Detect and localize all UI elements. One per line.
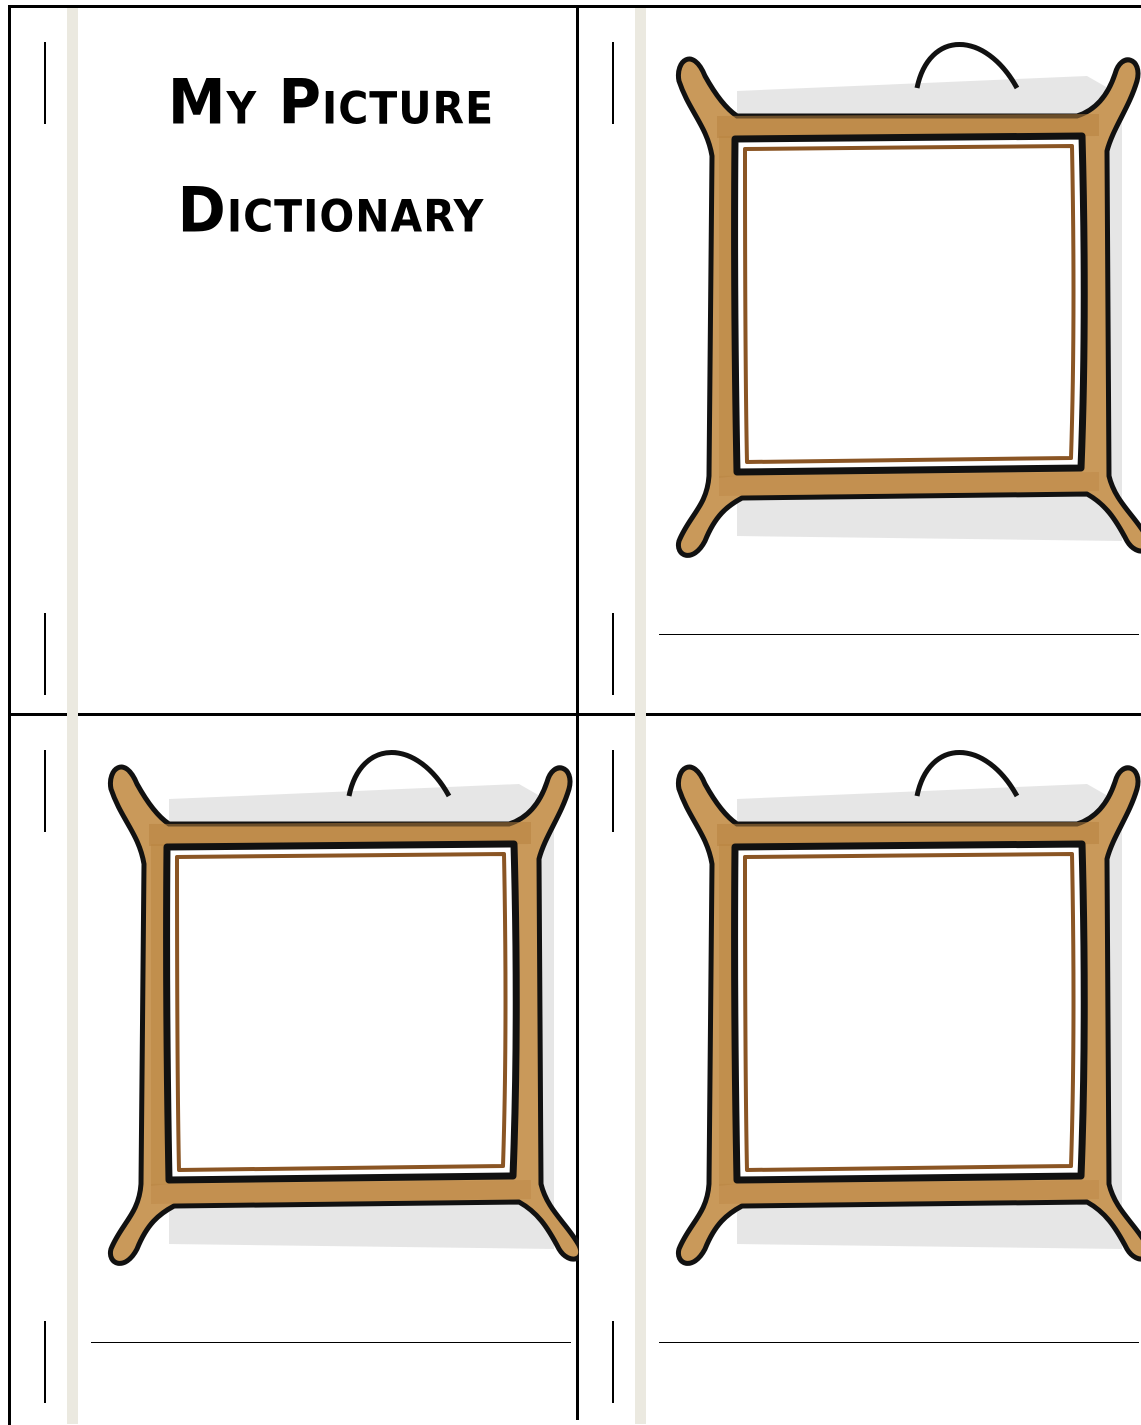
cover-panel <box>11 8 578 716</box>
cover-title <box>81 48 581 264</box>
staple-mark-top <box>44 42 46 124</box>
binding-strip <box>635 716 646 1424</box>
cover-title-line2: Dictionary <box>177 173 485 247</box>
staple-mark-bottom <box>612 1321 614 1403</box>
word-write-line[interactable] <box>659 1342 1139 1343</box>
binding-strip <box>635 8 646 716</box>
binding-strip <box>67 8 78 716</box>
picture-panel <box>579 716 1141 1424</box>
picture-frame-icon <box>99 744 579 1274</box>
word-write-line[interactable] <box>91 1342 571 1343</box>
picture-panel <box>11 716 578 1424</box>
cover-title-line1: My Picture <box>167 65 495 139</box>
picture-frame-icon <box>667 744 1141 1274</box>
picture-frame-icon <box>667 36 1141 566</box>
staple-mark-bottom <box>44 1321 46 1403</box>
staple-mark-bottom <box>44 613 46 695</box>
staple-mark-top <box>44 750 46 832</box>
staple-mark-top <box>612 750 614 832</box>
staple-mark-top <box>612 42 614 124</box>
binding-strip <box>67 716 78 1424</box>
picture-panel <box>579 8 1141 716</box>
staple-mark-bottom <box>612 613 614 695</box>
word-write-line[interactable] <box>659 634 1139 635</box>
